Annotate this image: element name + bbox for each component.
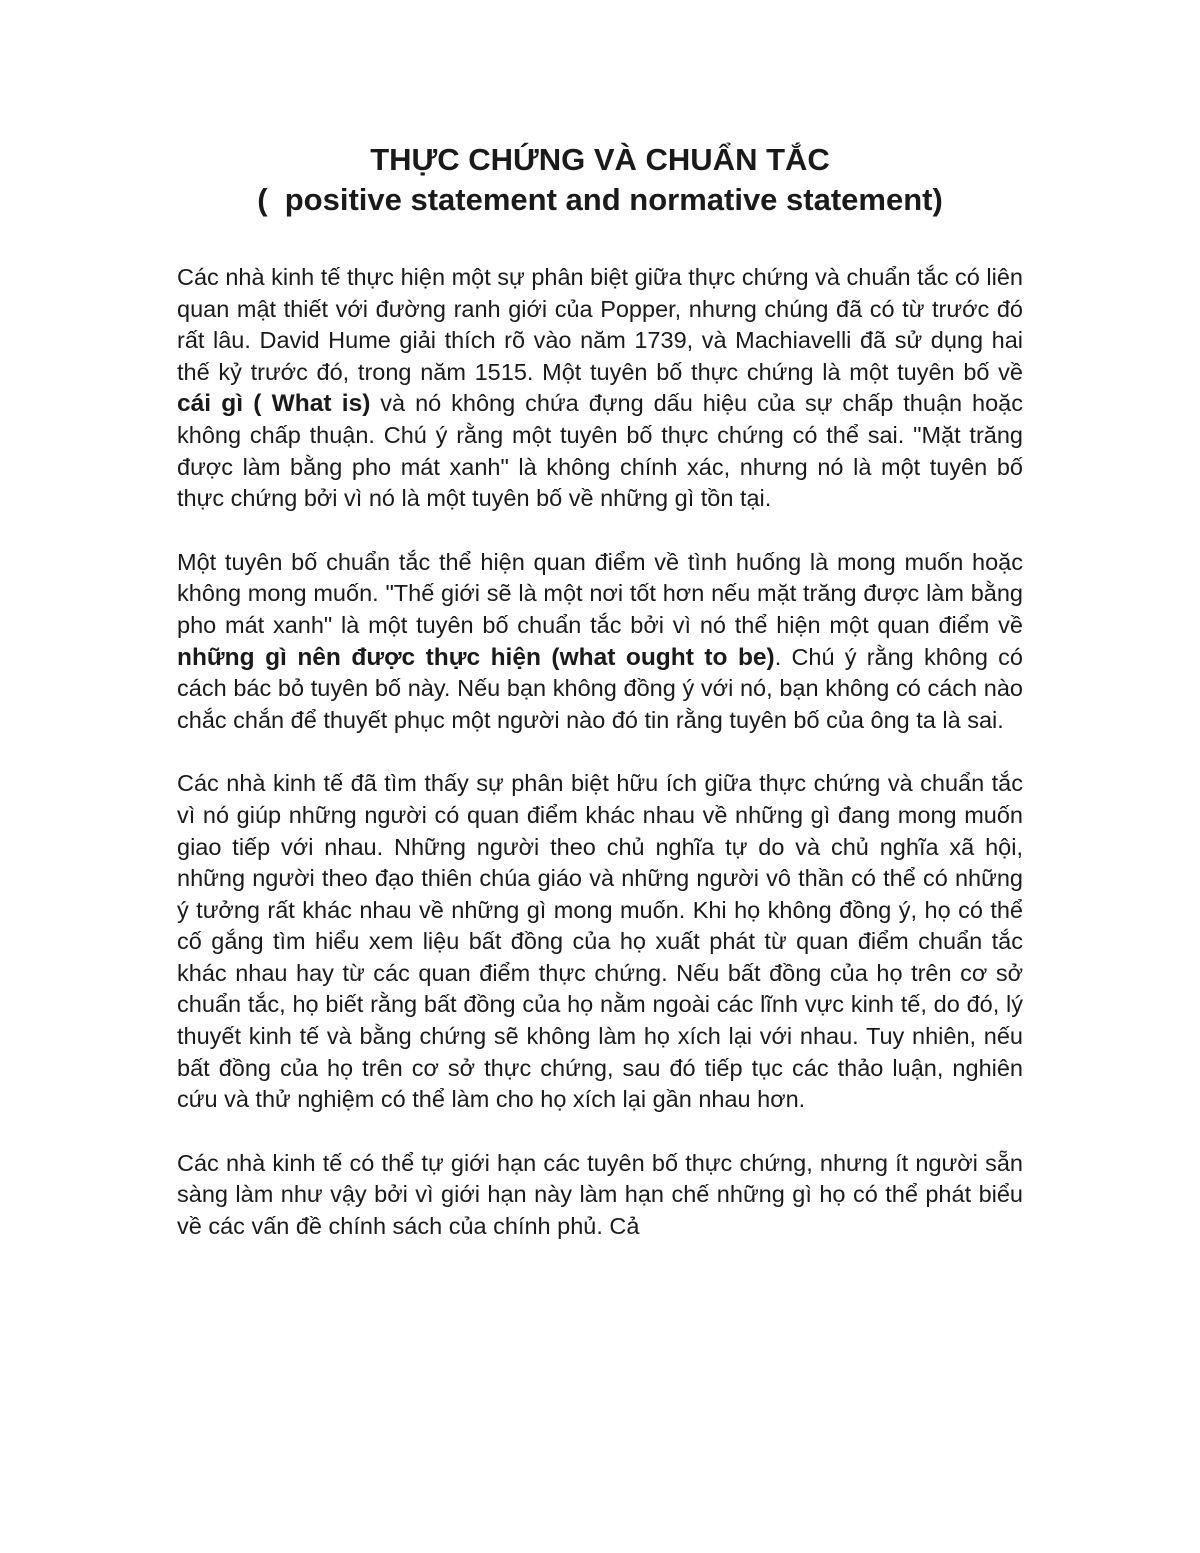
paragraph-text: . Chú ý rằng không có cách bác bỏ tuyên bố này. Nếu bạn không đồng ý với nó, bạn không có cách nào chắc chắn để thuyết phục một người nào đó tin rằng tuyên bố của ông ta là sai.: [177, 643, 1023, 733]
paragraph-normative-statement: [177, 547, 1023, 737]
emphasis-what-is: cái gì ( What is): [177, 390, 371, 418]
paragraph-positive-statement: [177, 262, 1023, 515]
emphasis-what-ought-to-be: những gì nên được thực hiện (what ought to be): [177, 643, 775, 671]
document-body: [177, 262, 1023, 1275]
paragraph-usefulness: Các nhà kinh tế đã tìm thấy sự phân biệt hữu ích giữa thực chứng và chuẩn tắc vì nó giúp những người có quan điểm khác nhau về những gì đang mong muốn giao tiếp với nhau. Những người theo chủ nghĩa tự do và chủ nghĩa xã hội, những người theo đạo thiên chúa giáo và những người vô thần có thể có những ý tưởng rất khác nhau về những gì mong muốn. Khi họ không đồng ý, họ có thể cố gắng tìm hiểu xem liệu bất đồng của họ xuất phát từ quan điểm chuẩn tắc khác nhau hay từ các quan điểm thực chứng. Nếu bất đồng của họ trên cơ sở chuẩn tắc, họ biết rằng bất đồng của họ nằm ngoài các lĩnh vực kinh tế, do đó, lý thuyết kinh tế và bằng chứng sẽ không làm họ xích lại với nhau. Tuy nhiên, nếu bất đồng của họ trên cơ sở thực chứng, sau đó tiếp tục các thảo luận, nghiên cứu và thử nghiệm có thể làm cho họ xích lại gần nhau hơn.: [177, 770, 1023, 1113]
document-title: [0, 140, 1200, 220]
title-vietnamese: THỰC CHỨNG VÀ CHUẨN TẮC: [370, 142, 830, 177]
paragraph-text: và nó không chứa đựng dấu hiệu của sự chấp thuận hoặc không chấp thuận. Chú ý rằng một tuyên bố thực chứng có thể sai. "Mặt trăng được làm bằng pho mát xanh" là không chính xác, nhưng nó là một tuyên bố thực chứng bởi vì nó là một tuyên bố về những gì tồn tại.: [177, 390, 1023, 512]
paragraph-limits: Các nhà kinh tế có thể tự giới hạn các tuyên bố thực chứng, nhưng ít người sẵn sàng làm như vậy bởi vì giới hạn này làm hạn chế những gì họ có thể phát biểu về các vấn đề chính sách của chính phủ. Cả: [177, 1149, 1023, 1240]
paragraph-text: Các nhà kinh tế thực hiện một sự phân biệt giữa thực chứng và chuẩn tắc có liên quan mật thiết với đường ranh giới của Popper, nhưng chúng đã có từ trước đó rất lâu. David Hume giải thích rõ vào năm 1739, và Machiavelli đã sử dụng hai thế kỷ trước đó, trong năm 1515. Một tuyên bố thực chứng là một tuyên bố về: [177, 264, 1023, 385]
paragraph-text: Một tuyên bố chuẩn tắc thể hiện quan điểm về tình huống là mong muốn hoặc không mong muốn. "Thế giới sẽ là một nơi tốt hơn nếu mặt trăng được làm bằng pho mát xanh" là một tuyên bố chuẩn tắc bởi vì nó thể hiện một quan điểm về: [177, 548, 1023, 638]
title-english: ( positive statement and normative statement): [257, 182, 943, 217]
